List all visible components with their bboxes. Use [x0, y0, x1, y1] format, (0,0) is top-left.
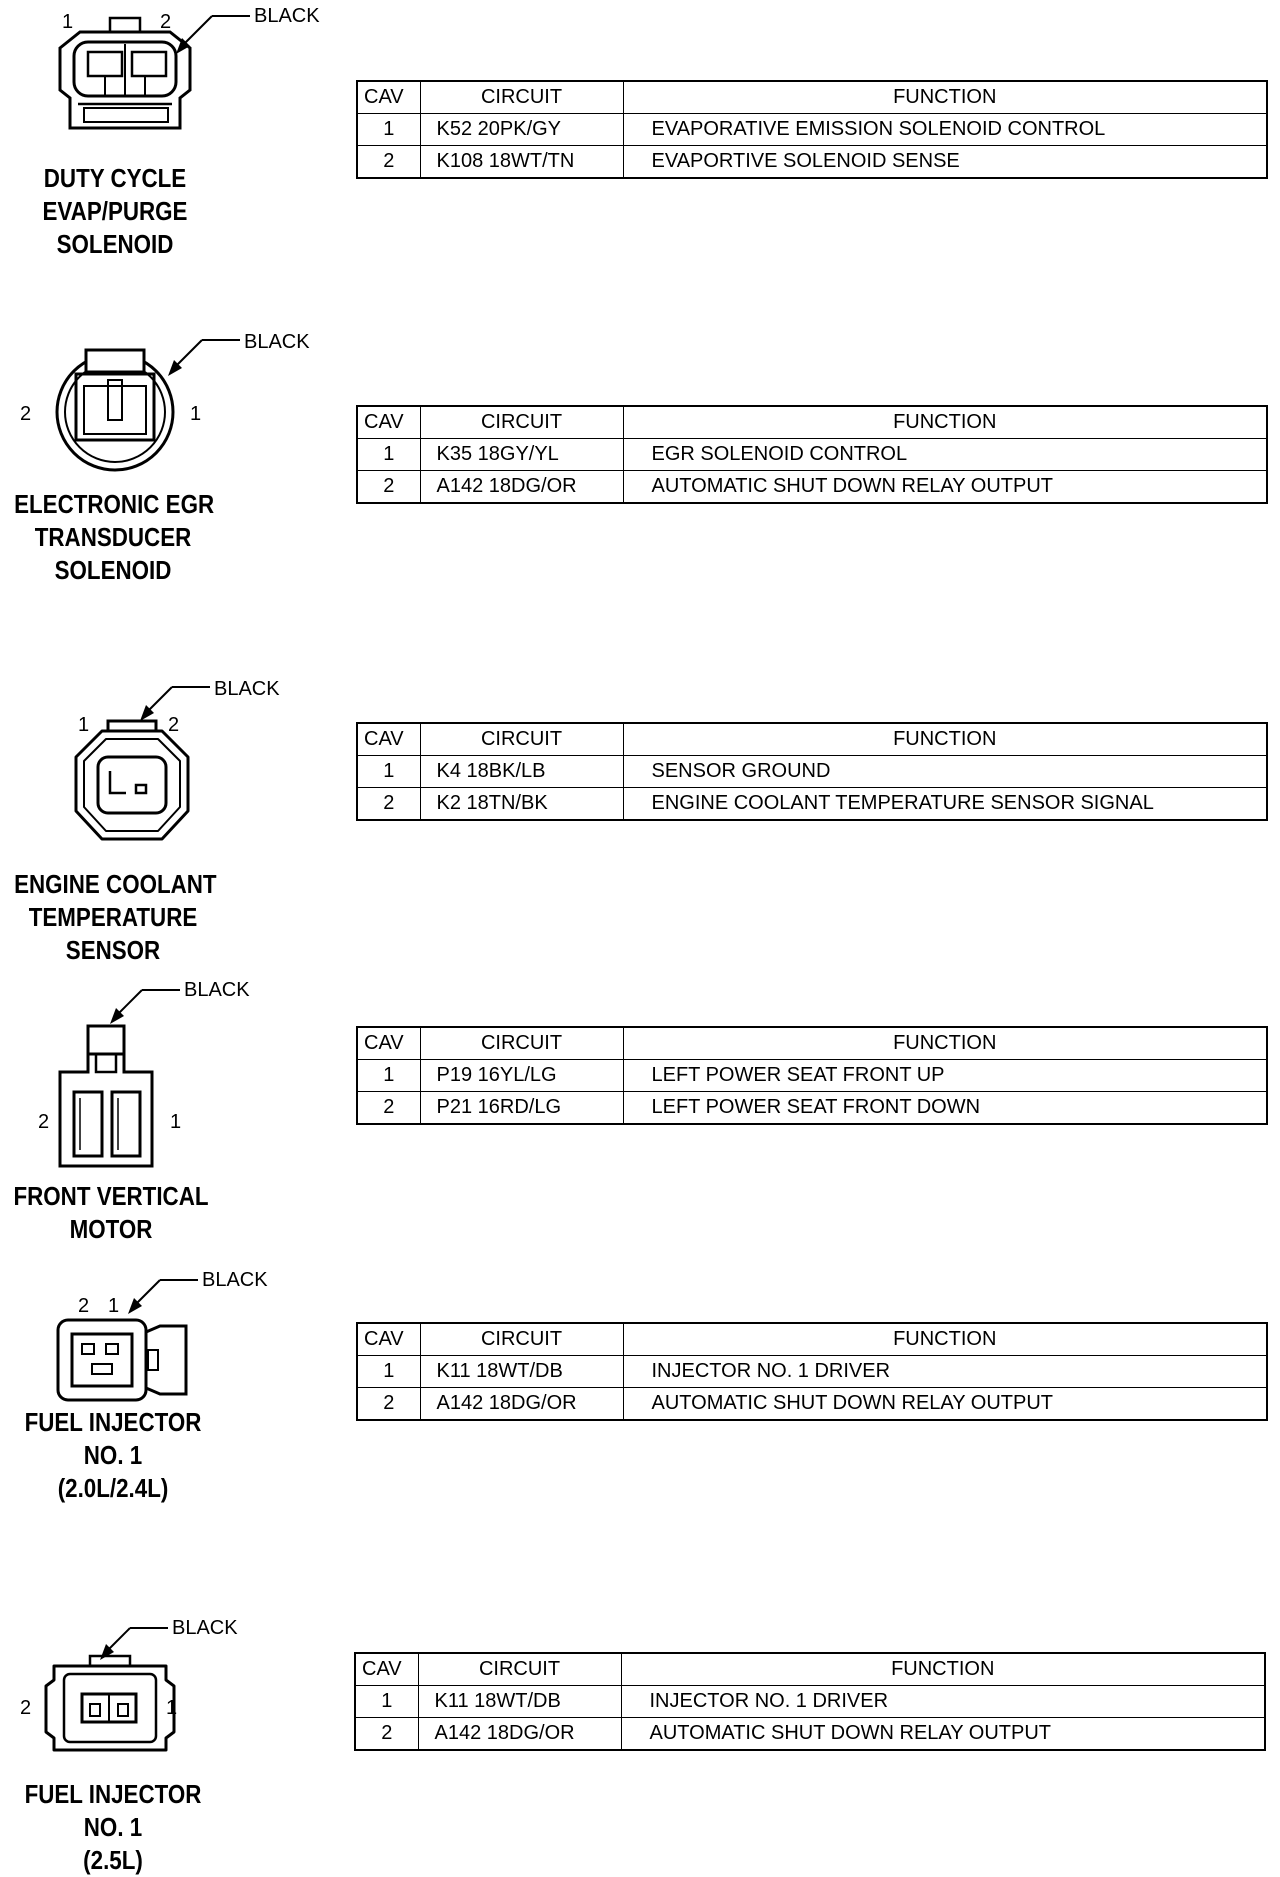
- table-row: [357, 1092, 1267, 1125]
- connector-color-label: BLACK: [184, 979, 250, 1001]
- table-row: [357, 1060, 1267, 1092]
- function-cell: AUTOMATIC SHUT DOWN RELAY OUTPUT: [621, 1718, 1265, 1751]
- function-header: FUNCTION: [623, 1323, 1267, 1356]
- circuit-header: CIRCUIT: [420, 723, 623, 756]
- circuit-cell: P21 16RD/LG: [420, 1092, 623, 1125]
- function-cell: AUTOMATIC SHUT DOWN RELAY OUTPUT: [623, 471, 1267, 504]
- function-header: FUNCTION: [623, 81, 1267, 114]
- table-row: [355, 1686, 1265, 1718]
- function-cell: INJECTOR NO. 1 DRIVER: [621, 1686, 1265, 1718]
- table-row: [357, 788, 1267, 821]
- table-row: [357, 439, 1267, 471]
- function-cell: EGR SOLENOID CONTROL: [623, 439, 1267, 471]
- pin-label: 2: [20, 1697, 32, 1719]
- function-header: FUNCTION: [623, 1027, 1267, 1060]
- cav-cell: 1: [357, 756, 420, 788]
- pin-label: 1: [78, 714, 90, 736]
- cav-cell: 1: [357, 1356, 420, 1388]
- duty-cycle-connector-icon: [40, 0, 330, 145]
- table-row: [357, 146, 1267, 179]
- connector-title: ENGINE COOLANT TEMPERATURE SENSOR: [14, 869, 217, 965]
- fuel-injector-2-5l-connector-icon: [20, 1608, 260, 1768]
- pin-label: 1: [108, 1295, 120, 1317]
- circuit-cell: A142 18DG/OR: [420, 471, 623, 504]
- cav-cell: 2: [357, 788, 420, 821]
- table-row: [357, 471, 1267, 504]
- function-cell: EVAPORTIVE SOLENOID SENSE: [623, 146, 1267, 179]
- front-vertical-motor-connector-icon: [30, 968, 270, 1178]
- circuit-cell: K2 18TN/BK: [420, 788, 623, 821]
- cav-cell: 1: [357, 1060, 420, 1092]
- table-row: [357, 1356, 1267, 1388]
- connector-title: DUTY CYCLE EVAP/PURGE SOLENOID: [42, 163, 188, 259]
- pinout-table: [356, 722, 1268, 821]
- table-row: [355, 1718, 1265, 1751]
- cav-header: CAV: [357, 406, 420, 439]
- pin-label: 2: [20, 403, 32, 425]
- circuit-cell: A142 18DG/OR: [420, 1388, 623, 1421]
- cav-cell: 2: [355, 1718, 418, 1751]
- pin-label: 2: [160, 11, 172, 33]
- pinout-table: [356, 1322, 1268, 1421]
- function-cell: LEFT POWER SEAT FRONT UP: [623, 1060, 1267, 1092]
- connector-title: ELECTRONIC EGR TRANSDUCER SOLENOID: [14, 489, 215, 585]
- function-cell: INJECTOR NO. 1 DRIVER: [623, 1356, 1267, 1388]
- cav-header: CAV: [357, 1323, 420, 1356]
- function-header: FUNCTION: [623, 723, 1267, 756]
- circuit-cell: K4 18BK/LB: [420, 756, 623, 788]
- pin-label: 1: [62, 11, 74, 33]
- connector-color-label: BLACK: [202, 1269, 268, 1291]
- cav-cell: 2: [357, 1092, 420, 1125]
- table-row: [357, 1388, 1267, 1421]
- pinout-table: [354, 1652, 1266, 1751]
- cav-cell: 1: [357, 439, 420, 471]
- cav-cell: 2: [357, 1388, 420, 1421]
- cav-header: CAV: [357, 723, 420, 756]
- circuit-cell: K11 18WT/DB: [420, 1356, 623, 1388]
- function-cell: EVAPORATIVE EMISSION SOLENOID CONTROL: [623, 114, 1267, 146]
- circuit-header: CIRCUIT: [420, 1323, 623, 1356]
- cav-header: CAV: [357, 1027, 420, 1060]
- circuit-cell: K11 18WT/DB: [418, 1686, 621, 1718]
- coolant-sensor-connector-icon: [60, 665, 300, 855]
- pin-label: 1: [170, 1111, 182, 1133]
- fuel-injector-2-4l-connector-icon: [50, 1260, 290, 1410]
- pin-label: 2: [78, 1295, 90, 1317]
- circuit-header: CIRCUIT: [420, 406, 623, 439]
- connector-color-label: BLACK: [254, 5, 320, 27]
- circuit-cell: A142 18DG/OR: [418, 1718, 621, 1751]
- pin-label: 2: [38, 1111, 50, 1133]
- cav-header: CAV: [355, 1653, 418, 1686]
- connector-color-label: BLACK: [214, 678, 280, 700]
- function-cell: ENGINE COOLANT TEMPERATURE SENSOR SIGNAL: [623, 788, 1267, 821]
- cav-header: CAV: [357, 81, 420, 114]
- connector-title: FUEL INJECTOR NO. 1 (2.5L): [24, 1779, 202, 1875]
- pinout-table: [356, 80, 1268, 179]
- function-header: FUNCTION: [623, 406, 1267, 439]
- circuit-header: CIRCUIT: [420, 81, 623, 114]
- egr-connector-icon: [10, 320, 310, 480]
- pinout-table: [356, 1026, 1268, 1125]
- circuit-cell: K108 18WT/TN: [420, 146, 623, 179]
- connector-title: FUEL INJECTOR NO. 1 (2.0L/2.4L): [24, 1407, 202, 1503]
- cav-cell: 1: [357, 114, 420, 146]
- circuit-header: CIRCUIT: [418, 1653, 621, 1686]
- pin-label: 2: [168, 714, 180, 736]
- pin-label: 1: [166, 1697, 178, 1719]
- table-row: [357, 114, 1267, 146]
- circuit-cell: K52 20PK/GY: [420, 114, 623, 146]
- connector-color-label: BLACK: [244, 331, 310, 353]
- cav-cell: 2: [357, 146, 420, 179]
- cav-cell: 1: [355, 1686, 418, 1718]
- circuit-cell: K35 18GY/YL: [420, 439, 623, 471]
- connector-color-label: BLACK: [172, 1617, 238, 1639]
- function-cell: LEFT POWER SEAT FRONT DOWN: [623, 1092, 1267, 1125]
- connector-title: FRONT VERTICAL MOTOR: [13, 1181, 209, 1244]
- function-cell: AUTOMATIC SHUT DOWN RELAY OUTPUT: [623, 1388, 1267, 1421]
- function-header: FUNCTION: [621, 1653, 1265, 1686]
- circuit-header: CIRCUIT: [420, 1027, 623, 1060]
- cav-cell: 2: [357, 471, 420, 504]
- function-cell: SENSOR GROUND: [623, 756, 1267, 788]
- pinout-table: [356, 405, 1268, 504]
- circuit-cell: P19 16YL/LG: [420, 1060, 623, 1092]
- pin-label: 1: [190, 403, 202, 425]
- table-row: [357, 756, 1267, 788]
